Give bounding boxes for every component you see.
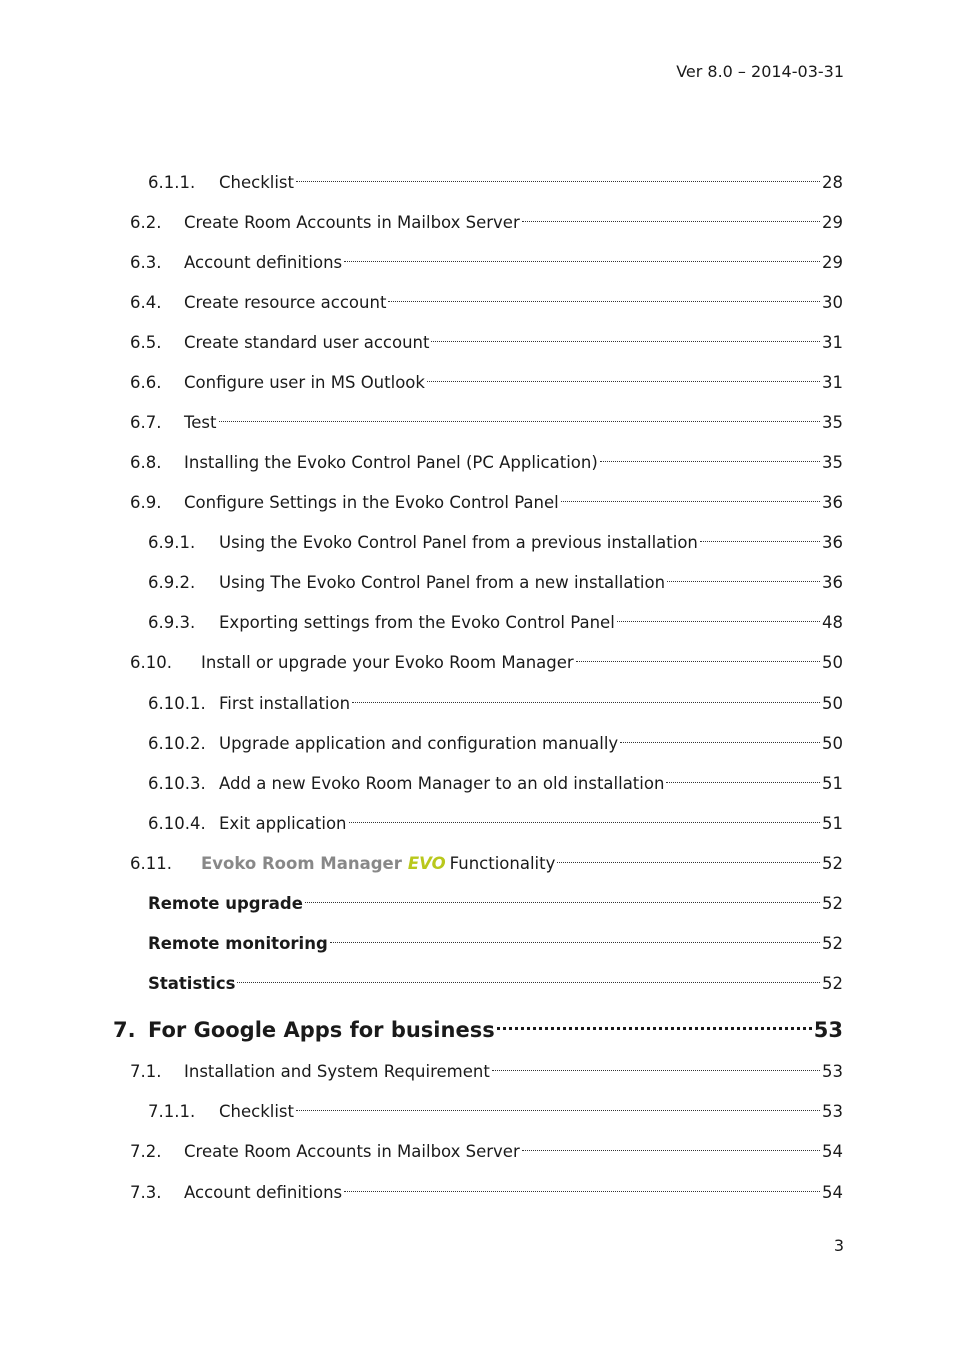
toc-entry-page: 53 bbox=[822, 1102, 843, 1121]
toc-entry-page: 36 bbox=[822, 533, 843, 552]
toc-entry-title: Checklist bbox=[219, 173, 294, 192]
toc-entry-page: 36 bbox=[822, 573, 843, 592]
toc-entry-page: 53 bbox=[813, 1018, 843, 1042]
toc-dot-leader bbox=[388, 282, 820, 308]
toc-entry-page: 48 bbox=[822, 613, 843, 632]
toc-entry-title: Create standard user account bbox=[184, 333, 430, 352]
toc-entry-page: 51 bbox=[822, 774, 843, 793]
toc-entry-number: 6.10.2. bbox=[148, 734, 206, 753]
toc-entry[interactable] bbox=[148, 162, 843, 192]
toc-entry-page: 50 bbox=[822, 653, 843, 672]
toc-entry[interactable] bbox=[148, 723, 843, 753]
toc-entry[interactable] bbox=[148, 522, 843, 552]
toc-entry-title: Upgrade application and configuration manually bbox=[219, 734, 619, 753]
toc-entry-page: 50 bbox=[822, 694, 843, 713]
toc-entry[interactable] bbox=[130, 442, 843, 472]
toc-entry[interactable] bbox=[148, 923, 843, 953]
toc-entry-number: 6.8. bbox=[130, 453, 162, 472]
toc-entry[interactable] bbox=[130, 202, 843, 232]
toc-entry-number: 6.10.4. bbox=[148, 814, 206, 833]
toc-entry-title: Exporting settings from the Evoko Control Panel bbox=[219, 613, 615, 632]
toc-entry-page: 50 bbox=[822, 734, 843, 753]
toc-entry-title: Statistics bbox=[148, 974, 236, 993]
toc-entry-number: 6.2. bbox=[130, 213, 162, 232]
toc-entry-title: Add a new Evoko Room Manager to an old installation bbox=[219, 774, 665, 793]
toc-entry-number: 6.4. bbox=[130, 293, 162, 312]
toc-entry-page: 53 bbox=[822, 1062, 843, 1081]
toc-dot-leader bbox=[344, 1172, 820, 1198]
toc-dot-leader bbox=[296, 162, 820, 188]
toc-dot-leader bbox=[219, 402, 821, 428]
toc-dot-leader bbox=[522, 202, 820, 228]
toc-entry-number: 6.10. bbox=[130, 653, 172, 672]
toc-entry-page: 30 bbox=[822, 293, 843, 312]
toc-dot-leader bbox=[522, 1131, 820, 1157]
toc-entry-number: 6.9.2. bbox=[148, 573, 196, 592]
toc-entry-page: 29 bbox=[822, 213, 843, 232]
toc-entry-title: Remote upgrade bbox=[148, 894, 303, 913]
page-number: 3 bbox=[833, 1236, 844, 1255]
toc-entry-page: 36 bbox=[822, 493, 843, 512]
toc-entry-title: Configure user in MS Outlook bbox=[184, 373, 425, 392]
toc-entry[interactable] bbox=[130, 282, 843, 312]
toc-dot-leader bbox=[576, 642, 820, 668]
toc-entry-page: 52 bbox=[822, 894, 843, 913]
toc-entry-number: 6.7. bbox=[130, 413, 162, 432]
toc-dot-leader bbox=[600, 442, 820, 468]
toc-dot-leader bbox=[349, 803, 820, 829]
toc-entry[interactable] bbox=[148, 562, 843, 592]
toc-entry[interactable] bbox=[148, 683, 843, 713]
toc-dot-leader bbox=[330, 923, 820, 949]
toc-entry-number: 7.2. bbox=[130, 1142, 162, 1161]
toc-entry[interactable] bbox=[130, 322, 843, 352]
toc-dot-leader bbox=[427, 362, 820, 388]
toc-entry[interactable] bbox=[130, 642, 843, 672]
toc-entry-number: 6.5. bbox=[130, 333, 162, 352]
toc-entry-number: 6.9. bbox=[130, 493, 162, 512]
toc-entry[interactable] bbox=[148, 963, 843, 993]
toc-entry-number: 6.6. bbox=[130, 373, 162, 392]
toc-dot-leader bbox=[617, 602, 820, 628]
toc-entry-page: 28 bbox=[822, 173, 843, 192]
toc-entry-page: 54 bbox=[822, 1183, 843, 1202]
toc-dot-leader bbox=[344, 242, 820, 268]
toc-entry[interactable] bbox=[130, 482, 843, 512]
toc-chapter-entry[interactable] bbox=[113, 1005, 843, 1042]
toc-entry[interactable] bbox=[148, 763, 843, 793]
toc-entry-number: 7.1. bbox=[130, 1062, 162, 1081]
toc-entry-number: 6.3. bbox=[130, 253, 162, 272]
toc-entry-page: 52 bbox=[822, 934, 843, 953]
toc-entry-page: 35 bbox=[822, 453, 843, 472]
toc-entry-page: 29 bbox=[822, 253, 843, 272]
toc-entry-title: Remote monitoring bbox=[148, 934, 328, 953]
toc-dot-leader bbox=[237, 963, 820, 989]
toc-dot-leader bbox=[296, 1091, 820, 1117]
toc-entry-number: 7.3. bbox=[130, 1183, 162, 1202]
toc-dot-leader bbox=[561, 482, 820, 508]
toc-entry[interactable] bbox=[130, 242, 843, 272]
toc-entry-title: Create Room Accounts in Mailbox Server bbox=[184, 1142, 520, 1161]
toc-entry-title: Using The Evoko Control Panel from a new installation bbox=[219, 573, 666, 592]
toc-entry-title: Checklist bbox=[219, 1102, 294, 1121]
toc-entry-title: Create resource account bbox=[184, 293, 387, 312]
toc-entry-page: 52 bbox=[822, 974, 843, 993]
toc-entry[interactable] bbox=[148, 1091, 843, 1121]
toc-entry-title: Functionality bbox=[449, 854, 556, 873]
toc-dot-leader bbox=[557, 843, 820, 869]
toc-entry-number: 6.9.1. bbox=[148, 533, 196, 552]
toc-dot-leader bbox=[305, 883, 820, 909]
toc-entry-number: 6.10.1. bbox=[148, 694, 206, 713]
toc-entry-page: 54 bbox=[822, 1142, 843, 1161]
toc-entry[interactable] bbox=[148, 803, 843, 833]
toc-dot-leader bbox=[667, 562, 820, 588]
toc-entry-number: 6.11. bbox=[130, 854, 172, 873]
toc-entry[interactable] bbox=[130, 1051, 843, 1081]
toc-entry-title: Account definitions bbox=[184, 253, 343, 272]
toc-entry-title: Install or upgrade your Evoko Room Manager bbox=[201, 653, 574, 672]
toc-entry-title: Installing the Evoko Control Panel (PC Application) bbox=[184, 453, 598, 472]
toc-entry[interactable] bbox=[130, 843, 843, 873]
toc-entry-title: Configure Settings in the Evoko Control Panel bbox=[184, 493, 559, 512]
toc-entry[interactable] bbox=[148, 602, 843, 632]
evo-logo-mark: EVO bbox=[407, 854, 446, 873]
toc-entry-page: 51 bbox=[822, 814, 843, 833]
toc-entry-number: 6.10.3. bbox=[148, 774, 206, 793]
toc-dot-leader bbox=[666, 763, 820, 789]
toc-entry[interactable] bbox=[130, 1172, 843, 1202]
toc-entry-title: Using the Evoko Control Panel from a previous installation bbox=[219, 533, 698, 552]
toc-entry-page: 52 bbox=[822, 854, 843, 873]
toc-entry-title: Installation and System Requirement bbox=[184, 1062, 490, 1081]
toc-entry[interactable] bbox=[130, 1131, 843, 1161]
toc-entry-title: Create Room Accounts in Mailbox Server bbox=[184, 213, 520, 232]
toc-entry-number: 7. bbox=[113, 1018, 136, 1042]
toc-entry-page: 31 bbox=[822, 373, 843, 392]
toc-dot-leader bbox=[492, 1051, 820, 1077]
toc-dot-leader bbox=[431, 322, 820, 348]
toc-entry-title: First installation bbox=[219, 694, 351, 713]
toc-dot-leader bbox=[497, 1005, 812, 1037]
toc-entry-title: Account definitions bbox=[184, 1183, 343, 1202]
toc-entry[interactable] bbox=[130, 362, 843, 392]
toc-dot-leader bbox=[700, 522, 820, 548]
toc-entry[interactable] bbox=[148, 883, 843, 913]
toc-entry-page: 31 bbox=[822, 333, 843, 352]
toc-entry-number: 7.1.1. bbox=[148, 1102, 196, 1121]
toc-dot-leader bbox=[620, 723, 820, 749]
toc-entry-number: 6.9.3. bbox=[148, 613, 196, 632]
evoko-brand-name: Evoko Room Manager bbox=[201, 854, 402, 873]
toc-entry-number: 6.1.1. bbox=[148, 173, 196, 192]
document-version-header: Ver 8.0 – 2014-03-31 bbox=[676, 62, 844, 81]
toc-dot-leader bbox=[352, 683, 820, 709]
toc-entry[interactable] bbox=[130, 402, 843, 432]
toc-entry-page: 35 bbox=[822, 413, 843, 432]
toc-entry-title: Exit application bbox=[219, 814, 347, 833]
toc-entry-title: Test bbox=[184, 413, 217, 432]
toc-entry-title: For Google Apps for business bbox=[148, 1018, 495, 1042]
